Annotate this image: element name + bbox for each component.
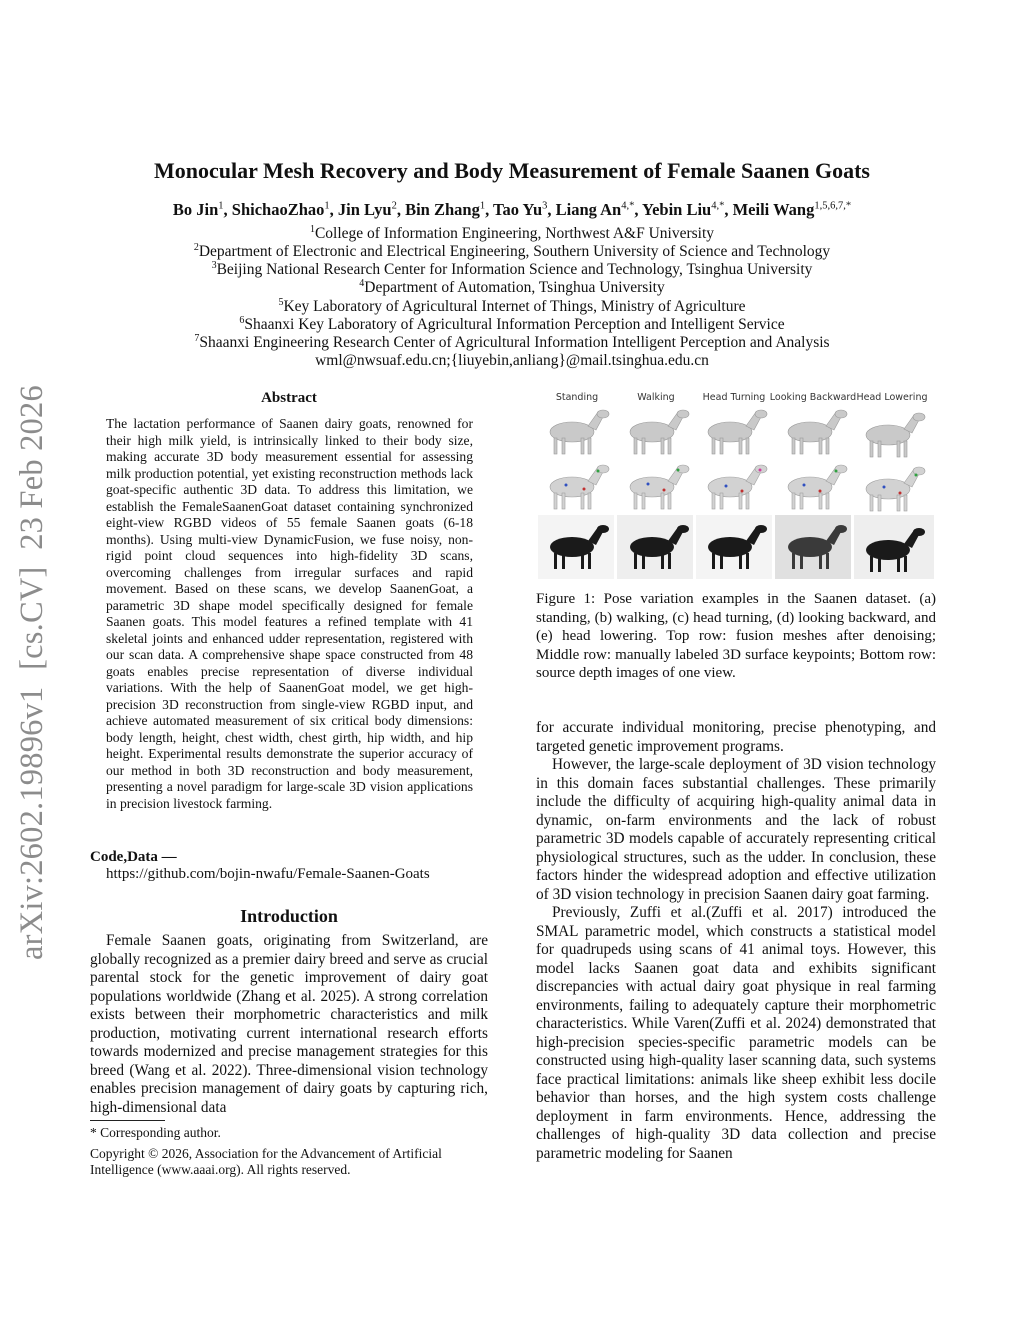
author: Tao Yu	[493, 200, 543, 219]
affiliation: $^2$Department of Electronic and Electrical Engineering, Southern University of Science and Technology	[193, 242, 831, 261]
goat-keypoints-head-turning	[708, 465, 767, 509]
abstract-text: The lactation performance of Saanen dairy goats, renowned for their high milk yield, is intrinsically linked to their body size, making accurate 3D body measurement essential for assessing milk production potential, yet existing reconstruction methods lack goat-specific authentic 3D data. To address this limitation, we establish the FemaleSaanenGoat dataset containing synchronized eight-view RGBD videos of 55 female Saanen goats (6-18 months). Using multi-view DynamicFusion, we fuse noisy, non-rigid point cloud sequences into high-fidelity 3D scans, overcoming challenges from irregular surfaces and rapid movement. Based on these scans, we develop SaanenGoat, a parametric 3D shape model specifically designed for female Saanen goats. This model features a refined template with 41 skeletal joints and enhanced udder representation, registered with our scan data. A comprehensive shape space constructed from 48 goats enables precise representation of diverse individual variations. With the help of SaanenGoat model, we get high-precision 3D reconstruction from single-view RGBD input, and achieve automated measurement of six critical body dimensions: body length, height, chest width, chest girth, hip width, and hip height. Experimental results demonstrate the superior accuracy of our method in both 3D reconstruction and body measurement, presenting a novel paradigm for large-scale 3D vision applications in precision livestock farming.	[106, 416, 473, 811]
right-column-body	[536, 719, 936, 1163]
goat-mesh-head-turning	[708, 410, 767, 454]
pose-label: Head Turning	[702, 392, 766, 403]
pose-label: Head Lowering	[856, 392, 928, 403]
goat-mesh-head-lowering	[866, 413, 925, 457]
goat-keypoints-looking-backward	[788, 465, 847, 509]
paragraph: However, the large-scale deployment of 3D vision technology in this domain faces substantial challenges. These primarily include the difficulty of acquiring high-quality animal data in dynamic, on-farm environments and the lack of robust parametric 3D models capable of accurately representing critical physiological structures, such as the udder. In conclusion, these factors hinder the widespread adoption and effective utilization of 3D vision technology in precision Saanen dairy goat farming.	[536, 756, 936, 903]
affiliation: $^7$Shaanxi Engineering Research Center of Agricultural Information Intelligent Perception and Analysis	[194, 333, 830, 352]
author: Yebin Liu	[641, 200, 712, 219]
goat-keypoints-walking	[630, 465, 689, 509]
arxiv-identifier: arXiv:2602.19896v1 [cs.CV] 23 Feb 2026	[14, 385, 50, 960]
affiliation: $^6$Shaanxi Key Laboratory of Agricultural Information Perception and Intelligent Service	[239, 315, 785, 334]
keypoint-row	[550, 465, 925, 511]
author-list: Bo Jin$^1$, ShichaoZhao$^1$, Jin Lyu$^2$, Bin Zhang$^1$, Tao Yu$^3$, Liang $An^{4,*}$, Yebin Liu$^{4,*}$, Meili Wang$^{1,5,6,7,*}$	[172, 200, 852, 219]
pose-label: Walking	[637, 392, 675, 403]
paper-title: Monocular Mesh Recovery and Body Measurement of Female Saanen Goats	[154, 158, 870, 183]
introduction-heading: Introduction	[240, 906, 338, 926]
introduction-body	[90, 932, 488, 1117]
affiliation: $^4$Department of Automation, Tsinghua University	[359, 278, 665, 297]
author: Liang An	[555, 200, 622, 219]
code-link[interactable]: https://github.com/bojin-nwafu/Female-Saanen-Goats	[106, 866, 430, 882]
author: Jin Lyu	[337, 200, 392, 219]
paragraph: Female Saanen goats, originating from Switzerland, are globally recognized as a premier dairy breed and serve as crucial parental stock for the genetic improvement of dairy goat populations worldwide (Zhang et al. 2025). A strong correlation exists between their morphometric characteristics and milk production, motivating current international research efforts towards modernized and precise management strategies for this breed (Wang et al. 2022). Three-dimensional vision technology enables precision management of dairy goats by capturing rich, high-dimensional data	[90, 932, 488, 1116]
email-line: wml@nwsuaf.edu.cn;{liuyebin,anliang}@mail.tsinghua.edu.cn	[315, 352, 709, 369]
affiliation: $^3$Beijing National Research Center for Information Science and Technology, Tsinghua University	[211, 260, 813, 279]
paragraph: Previously, Zuffi et al.(Zuffi et al. 2017) introduced the SMAL parametric model, which constructs a statistical model for quadrupeds using scans of 41 animal toys. However, this model lacks Saanen goat data and exhibits significant discrepancies with actual dairy goat physique in real farming environments, failing to adequately capture their morphometric characteristics. While Varen(Zuffi et al. 2024) demonstrated that high-precision species-specific parametric models can be constructed using high-quality laser scanning data, such systems face practical limitations: animals like sheep exhibit less docile behavior than horses, and the high system costs challenge deployment in farm environments. Hence, addressing the challenges of high-quality 3D data collection and precise parametric modeling for Saanen	[536, 904, 936, 1162]
pose-label: Looking Backward	[769, 392, 857, 403]
goat-mesh-walking	[630, 410, 689, 454]
author: Bin Zhang	[405, 200, 480, 219]
footnote-divider	[90, 1120, 165, 1121]
goat-mesh-looking-backward	[788, 410, 847, 454]
author: Bo Jin	[172, 200, 219, 219]
pose-label: Standing	[555, 392, 599, 403]
copyright-notice: Copyright © 2026, Association for the Advancement of Artificial Intelligence (www.aaai.org). All rights reserved.	[90, 1146, 442, 1177]
goat-mesh-standing	[550, 410, 609, 454]
figure-1-graphic	[536, 387, 936, 583]
affiliation: $^1$College of Information Engineering, Northwest A&F University	[309, 224, 715, 243]
figure-1	[536, 387, 936, 583]
paragraph: for accurate individual monitoring, precise phenotyping, and targeted genetic improvement programs.	[536, 719, 936, 755]
figure-1-caption: Figure 1: Pose variation examples in the Saanen dataset. (a) standing, (b) walking, (c) head turning, (d) looking backward, and (e) head lowering. Top row: fusion meshes after denoising; Middle row: manually labeled 3D surface keypoints; Bottom row: source depth images of one view.	[536, 591, 936, 681]
code-data-heading: Code,Data —	[90, 849, 177, 865]
affiliation: $^5$Key Laboratory of Agricultural Internet of Things, Ministry of Agriculture	[278, 297, 746, 316]
abstract-heading: Abstract	[261, 390, 317, 406]
author: Meili Wang	[732, 200, 815, 219]
footnote: * Corresponding author.	[90, 1125, 221, 1140]
mesh-row	[550, 410, 925, 457]
author: ShichaoZhao	[231, 200, 325, 219]
goat-keypoints-standing	[550, 465, 609, 509]
